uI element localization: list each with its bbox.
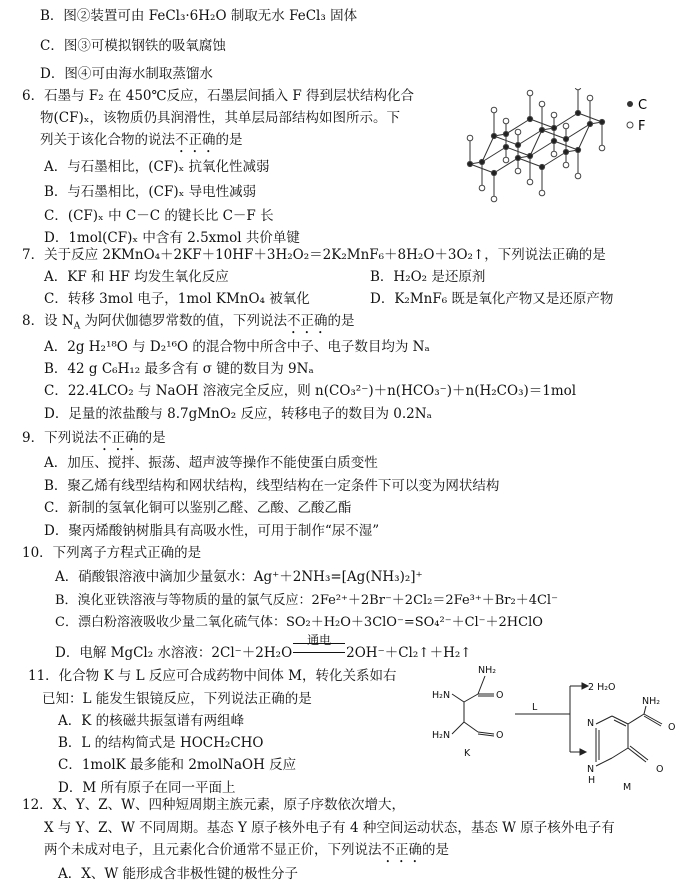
q6-option-d: D．1mol(CF)ₓ 中含有 2.5xmol 共价单键 bbox=[44, 230, 300, 246]
q7-option-c: C．转移 3mol 电子，1mol KMnO₄ 被氧化 bbox=[44, 291, 310, 307]
fluorine-atom bbox=[563, 162, 569, 168]
fluorine-atom bbox=[539, 190, 545, 196]
carbon-atom bbox=[575, 110, 580, 115]
carbon-atom bbox=[599, 119, 604, 124]
q10-option-c: C．漂白粉溶液吸收少量二氧化硫气体：SO₂＋H₂O＋3ClO⁻=SO₄²⁻＋Cl⁻＋2HClO bbox=[55, 615, 543, 630]
svg-text:N: N bbox=[587, 718, 595, 729]
fluorine-atom bbox=[503, 118, 509, 124]
svg-text:K: K bbox=[464, 748, 471, 759]
q7-stem: 7．关于反应 2KMnO₄＋2KF＋10HF＋3H₂O₂＝2K₂MnF₆＋8H₂O＋3O₂↑，下列说法正确的是 bbox=[22, 247, 606, 263]
svg-text:NH₂: NH₂ bbox=[642, 696, 661, 707]
q7-option-b: B．H₂O₂ 是还原剂 bbox=[370, 269, 486, 285]
svg-text:O: O bbox=[496, 690, 504, 701]
q11-option-d: D．M 所有原子在同一平面上 bbox=[58, 780, 236, 796]
fluorine-atom bbox=[503, 157, 509, 163]
q7-option-d: D．K₂MnF₆ 既是氧化产物又是还原产物 bbox=[370, 291, 614, 307]
carbon-atom bbox=[539, 164, 544, 169]
carbon-atom bbox=[587, 121, 592, 126]
q12-stem-line1: 12．X、Y、Z、W、四种短周期主族元素，原子序数依次增大， bbox=[22, 797, 405, 813]
q9-option-b: B．聚乙烯有线型结构和网状结构，线型结构在一定条件下可以变为网状结构 bbox=[44, 478, 500, 494]
carbon-atom bbox=[491, 170, 496, 175]
carbon-atom bbox=[563, 136, 568, 141]
q11-stem-line2: 已知：L 能发生银镜反应，下列说法正确的是 bbox=[42, 691, 312, 707]
cf-structure-diagram bbox=[450, 88, 670, 223]
q9-stem: 9．下列说法不正确的是 bbox=[22, 430, 166, 446]
svg-text:2 H₂O: 2 H₂O bbox=[588, 682, 616, 693]
carbon-atom bbox=[539, 127, 544, 132]
carbon-atom bbox=[551, 138, 556, 143]
carbon-atom bbox=[527, 116, 532, 121]
q5-option-d: D．图④可由海水制取蒸馏水 bbox=[40, 66, 213, 82]
fluorine-atom bbox=[467, 135, 473, 141]
q6-stem-line2: 物(CF)ₓ，该物质仍具润滑性，其单层局部结构如图所示。下 bbox=[40, 110, 400, 126]
fluorine-atom bbox=[563, 123, 569, 129]
carbon-atom bbox=[563, 149, 568, 154]
carbon-atom bbox=[503, 144, 508, 149]
svg-text:H₂N: H₂N bbox=[432, 690, 451, 701]
q8-option-c: C．22.4LCO₂ 与 NaOH 溶液完全反应，则 n(CO₃²⁻)＋n(HCO₃⁻)＋n(H₂CO₃)＝1mol bbox=[44, 383, 577, 399]
svg-text:H₂N: H₂N bbox=[432, 730, 451, 741]
svg-text:O: O bbox=[496, 730, 504, 741]
fluorine-atom bbox=[491, 107, 497, 113]
fluorine-atom bbox=[515, 129, 521, 135]
fluorine-atom bbox=[587, 95, 593, 101]
carbon-atom bbox=[527, 153, 532, 158]
legend-f-label: F bbox=[638, 119, 646, 134]
q11-stem-line1: 11．化合物 K 与 L 反应可合成药物中间体 M，转化关系如右 bbox=[28, 668, 397, 684]
svg-text:L: L bbox=[532, 702, 538, 713]
fluorine-atom bbox=[527, 179, 533, 185]
q10-stem: 10．下列离子方程式正确的是 bbox=[22, 545, 202, 561]
fluorine-atom bbox=[551, 151, 557, 157]
q12-stem-line3: 两个未成对电子，且元素化合价通常不显正价，下列说法不正确的是 bbox=[44, 842, 449, 858]
q8-option-d: D．足量的浓盐酸与 8.7gMnO₂ 反应，转移电子的数目为 0.2Nₐ bbox=[44, 406, 432, 422]
q8-option-b: B．42 g C₆H₁₂ 最多含有 σ 键的数目为 9Nₐ bbox=[44, 361, 314, 377]
carbon-atom bbox=[515, 155, 520, 160]
q6-option-c: C．(CF)ₓ 中 C－C 的键长比 C－F 长 bbox=[44, 208, 274, 224]
electrolysis-label: 通电 bbox=[307, 633, 332, 647]
q10-option-b: B．溴化亚铁溶液与等物质的量的氯气反应：2Fe²⁺＋2Br⁻＋2Cl₂＝2Fe³⁺＋Br₂＋4Cl⁻ bbox=[55, 593, 558, 608]
svg-text:O: O bbox=[656, 764, 664, 775]
fluorine-atom bbox=[539, 101, 545, 107]
fluorine-atom bbox=[599, 145, 605, 151]
carbon-atom bbox=[479, 159, 484, 164]
q6-stem-line3: 列关于该化合物的说法不正确的是 bbox=[40, 132, 243, 148]
carbon-atom bbox=[491, 133, 496, 138]
carbon-atom bbox=[515, 142, 520, 147]
q11-option-b: B．L 的结构简式是 HOCH₂CHO bbox=[58, 735, 264, 751]
q12-option-a: A．X、W 能形成含非极性键的极性分子 bbox=[58, 866, 299, 882]
reaction-scheme-diagram bbox=[430, 662, 680, 792]
q11-option-a: A．K 的核磁共振氢谱有两组峰 bbox=[58, 713, 245, 729]
fluorine-atom bbox=[515, 168, 521, 174]
q6-stem-line1: 6．石墨与 F₂ 在 450℃反应，石墨层间插入 F 得到层状结构化合 bbox=[22, 88, 415, 104]
q5-option-b: B．图②装置可由 FeCl₃·6H₂O 制取无水 FeCl₃ 固体 bbox=[40, 8, 358, 24]
svg-text:N: N bbox=[587, 764, 595, 775]
carbon-atom bbox=[575, 147, 580, 152]
svg-text:NH₂: NH₂ bbox=[478, 665, 497, 676]
q5-option-c: C．图③可模拟钢铁的吸氧腐蚀 bbox=[40, 38, 226, 54]
q8-stem: 8．设 $N_A$ 为阿伏伽德罗常数的值，下列说法不正确的是 bbox=[22, 313, 355, 332]
legend-c-label: C bbox=[638, 98, 648, 113]
q11-option-c: C．1molK 最多能和 2molNaOH 反应 bbox=[58, 757, 297, 773]
carbon-atom bbox=[503, 131, 508, 136]
not-correct-emphasis: 不正确 bbox=[175, 132, 216, 148]
fluorine-atom bbox=[479, 185, 485, 191]
svg-text:O: O bbox=[668, 722, 676, 733]
q10-option-a: A．硝酸银溶液中滴加少量氨水：Ag⁺＋2NH₃=[Ag(NH₃)₂]⁺ bbox=[55, 569, 423, 585]
q9-option-d: D．聚丙烯酸钠树脂具有高吸水性，可用于制作“尿不湿” bbox=[44, 523, 380, 539]
fluorine-atom bbox=[551, 112, 557, 118]
q9-option-c: C．新制的氢氧化铜可以鉴别乙醛、乙酸、乙酸乙酯 bbox=[44, 500, 352, 516]
fluorine-atom bbox=[575, 88, 581, 90]
carbon-atom bbox=[467, 161, 472, 166]
q7-option-a: A．KF 和 HF 均发生氧化反应 bbox=[44, 269, 229, 285]
q9-option-a: A．加压、搅拌、振荡、超声波等操作不能使蛋白质变性 bbox=[44, 455, 378, 471]
svg-text:H: H bbox=[588, 775, 596, 786]
q10-option-d: D．电解 MgCl₂ 水溶液：2Cl⁻＋2H₂O 通电 2OH⁻＋Cl₂↑＋H₂↑ bbox=[55, 640, 472, 663]
fluorine-atom bbox=[491, 196, 497, 202]
q12-stem-line2: X 与 Y、Z、W 不同周期。基态 Y 原子核外电子有 4 种空间运动状态，基态 W 原子核外电子有 bbox=[44, 820, 615, 836]
svg-text:M: M bbox=[623, 782, 632, 792]
fluorine-atom bbox=[575, 173, 581, 179]
q8-option-a: A．2g H₂¹⁸O 与 D₂¹⁶O 的混合物中所含中子、电子数目均为 Nₐ bbox=[44, 339, 430, 355]
q6-option-a: A．与石墨相比，(CF)ₓ 抗氧化性减弱 bbox=[44, 159, 270, 175]
fluorine-atom bbox=[527, 90, 533, 96]
carbon-atom bbox=[551, 125, 556, 130]
q6-option-b: B．与石墨相比，(CF)ₓ 导电性减弱 bbox=[44, 184, 257, 200]
